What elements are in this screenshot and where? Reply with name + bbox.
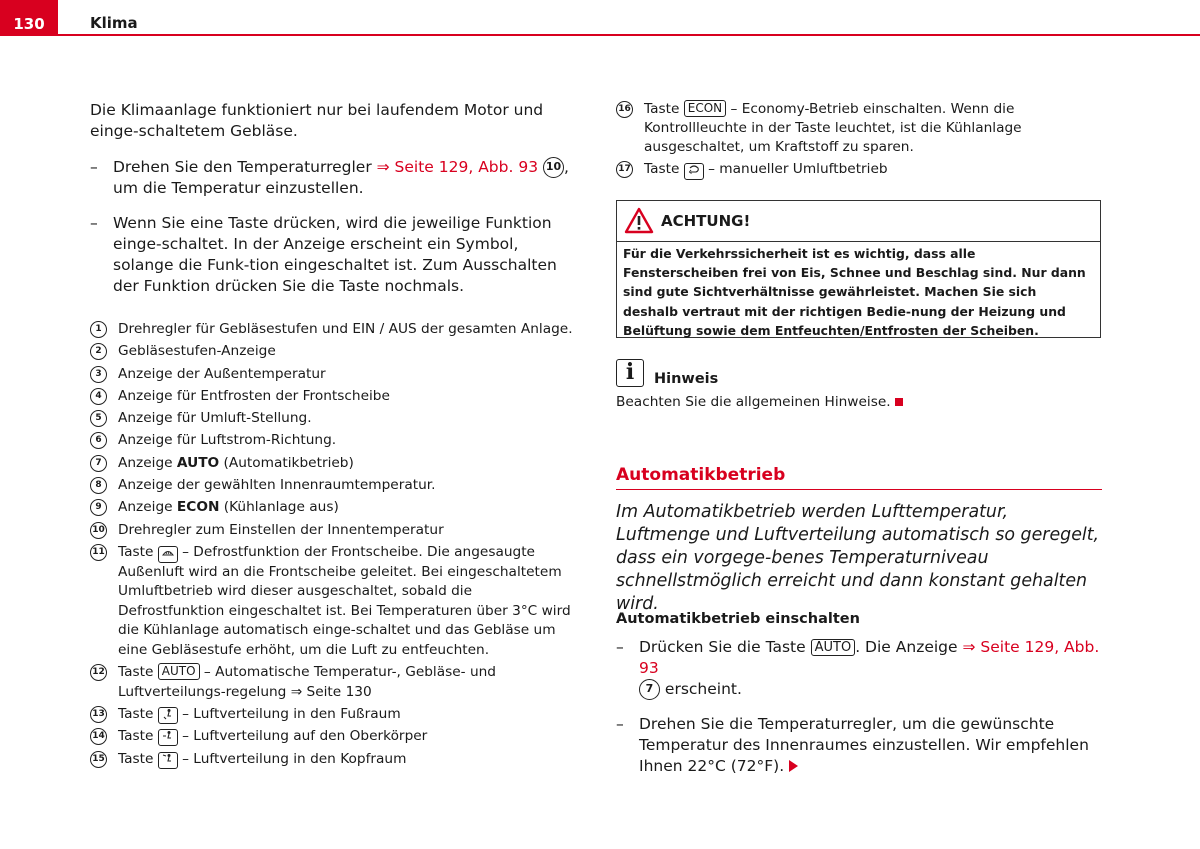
head-airflow-icon: [158, 752, 178, 769]
warning-title: ACHTUNG!: [661, 212, 751, 230]
auto-steps: [616, 637, 1106, 777]
intro-text: Die Klimaanlage funktioniert nur bei laufendem Motor und einge-schaltetem Gebläse.: [90, 101, 544, 140]
recirculation-icon: [684, 163, 704, 180]
econ-key: ECON: [684, 100, 726, 117]
list-item: 8 Anzeige der gewählten Innenraumtemperatur.: [90, 476, 580, 496]
page-reference-link[interactable]: ⇒ Seite 129, Abb. 93: [639, 638, 1100, 677]
warning-header: [617, 201, 1100, 242]
right-list: [616, 100, 1106, 183]
left-column: [90, 100, 580, 772]
page-header: [0, 0, 1200, 36]
list-item: 10 Drehregler zum Einstellen der Innentemperatur: [90, 521, 580, 541]
footwell-airflow-icon: [158, 707, 178, 724]
list-item: 14 Taste – Luftverteilung auf den Oberkörper: [90, 727, 580, 747]
warning-box: [616, 200, 1101, 338]
list-item: 2 Gebläsestufen-Anzeige: [90, 342, 580, 362]
callout-badge: 7: [639, 679, 660, 700]
upper-body-airflow-icon: [158, 729, 178, 746]
list-item: 13 Taste – Luftverteilung in den Fußraum: [90, 705, 580, 725]
step-set-temperature: – Drehen Sie den Temperaturregler ⇒ Seite 129, Abb. 93 10 , um die Temperatur einzustellen.: [90, 158, 569, 197]
step-set-interior-temp: – Drehen Sie die Temperaturregler, um die gewünschte Temperatur des Innenraumes einzustellen. Wir empfehlen Ihnen 22°C (72°F).: [616, 715, 1089, 775]
list-item: 12 Taste AUTO – Automatische Temperatur-, Gebläse- und Luftverteilungs-regelung ⇒ Seite 130: [90, 663, 580, 702]
list-item: 1 Drehregler für Gebläsestufen und EIN / AUS der gesamten Anlage.: [90, 320, 580, 340]
page-number: 130: [0, 0, 58, 36]
note-text: Beachten Sie die allgemeinen Hinweise.: [616, 394, 903, 410]
auto-key: AUTO: [811, 639, 856, 656]
end-square-icon: [895, 398, 903, 406]
legend-list: [90, 320, 580, 769]
continue-arrow-icon: [789, 760, 798, 772]
warning-triangle-icon: [624, 207, 654, 234]
list-item: 4 Anzeige für Entfrosten der Frontscheibe: [90, 387, 580, 407]
list-item: 17 Taste – manueller Umluftbetrieb: [616, 160, 1106, 180]
callout-badge: 10: [543, 157, 564, 178]
note-title: Hinweis: [654, 371, 719, 387]
warning-body: Für die Verkehrssicherheit ist es wichtig, dass alle Fensterscheiben frei von Eis, Schnee und Beschlag sind. Nur dann sind gute Sichtverhältnisse gewährleistet. Machen Sie sich deshalb vertraut mit der richtigen Bedie-nung der Heizung und Belüftung sowie dem Entfeuchten/Entfrosten der Scheiben.: [623, 246, 1086, 338]
list-item: 5 Anzeige für Umluft-Stellung.: [90, 409, 580, 429]
section-intro: Im Automatikbetrieb werden Lufttemperatur, Luftmenge und Luftverteilung automatisch so geregelt, dass ein vorgege-benes Temperaturniveau schnellstmöglich erreicht und dann konstant gehalten wird.: [616, 502, 1100, 614]
list-item: 7 Anzeige AUTO (Automatikbetrieb): [90, 454, 580, 474]
step-button-function: – Wenn Sie eine Taste drücken, wird die jeweilige Funktion einge-schaltet. In der Anzeige erscheint ein Symbol, solange die Funk-tion eingeschaltet ist. Zum Ausschalten der Funktion drücken Sie die Taste nochmals.: [90, 214, 557, 295]
defrost-icon: [158, 546, 178, 563]
list-item: 16 Taste ECON – Economy-Betrieb einschalten. Wenn die Kontrollleuchte in der Taste leuchtet, ist die Kühlanlage ausgeschaltet, um Kraftstoff zu sparen.: [616, 100, 1106, 157]
step-press-auto: – Drücken Sie die Taste AUTO . Die Anzeige ⇒ Seite 129, Abb. 93 7 erscheint.: [616, 638, 1100, 698]
info-icon: i: [616, 359, 644, 387]
list-item: 9 Anzeige ECON (Kühlanlage aus): [90, 498, 580, 518]
auto-key: AUTO: [158, 663, 200, 680]
page-reference-link[interactable]: ⇒ Seite 129, Abb. 93: [376, 158, 539, 176]
list-item: 15 Taste – Luftverteilung in den Kopfraum: [90, 750, 580, 770]
header-rule: [58, 34, 1200, 36]
section-title: Automatikbetrieb: [616, 465, 1102, 490]
subsection-title: Automatikbetrieb einschalten: [616, 611, 860, 627]
list-item: 6 Anzeige für Luftstrom-Richtung.: [90, 431, 580, 451]
chapter-title: Klima: [90, 14, 138, 32]
list-item: 11 Taste – Defrostfunktion der Frontscheibe. Die angesaugte Außenluft wird an die Frontscheibe geleitet. Bei eingeschaltetem Umluftbetrieb wird dieser ausgeschaltet, sobald die Defrostfunktion eingeschaltet ist. Bei Temperaturen über 3°C wird die Kühlanlage automatisch einge-schaltet und das Gebläse um eine Gebläsestufe erhöht, um die Luft zu entfeuchten.: [90, 543, 580, 661]
list-item: 3 Anzeige der Außentemperatur: [90, 365, 580, 385]
